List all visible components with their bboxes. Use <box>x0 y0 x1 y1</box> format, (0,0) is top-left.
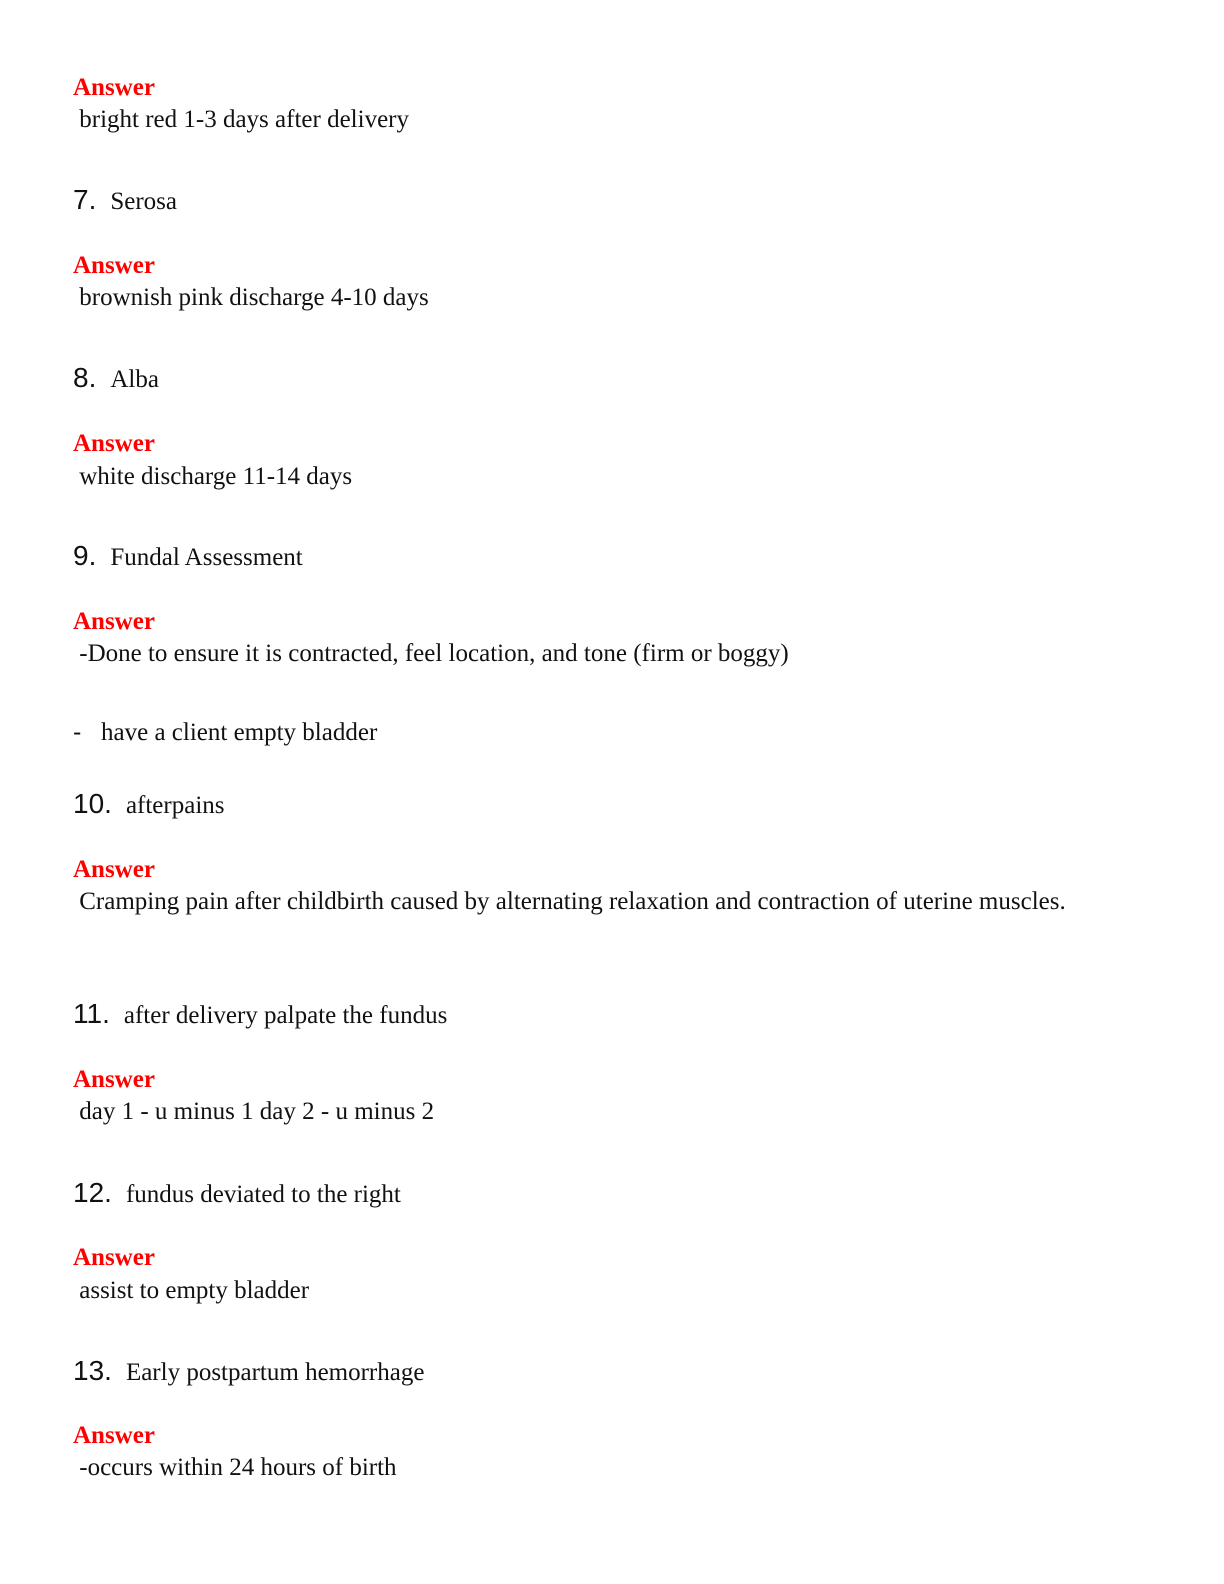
answer-label: Answer <box>73 430 155 457</box>
question-number: 9. <box>73 540 97 571</box>
question-number: 7. <box>73 184 97 215</box>
answer-text: bright red 1-3 days after delivery <box>73 106 409 133</box>
question-number: 12. <box>73 1177 112 1208</box>
answer-label: Answer <box>73 1244 155 1271</box>
question-13 <box>73 1355 424 1387</box>
answer-text: brownish pink discharge 4-10 days <box>73 284 429 311</box>
answer-label: Answer <box>73 608 155 635</box>
answer-label: Answer <box>73 1422 155 1449</box>
answer-label: Answer <box>73 1066 155 1093</box>
question-8 <box>73 362 159 394</box>
answer-text: Cramping pain after childbirth caused by alternating relaxation and contraction of uterine muscles. <box>73 888 1066 915</box>
question-9 <box>73 540 303 572</box>
question-number: 10. <box>73 788 112 819</box>
answer-bullet-item <box>73 718 377 747</box>
answer-label: Answer <box>73 74 155 101</box>
question-text: Alba <box>110 366 159 393</box>
answer-label: Answer <box>73 856 155 883</box>
question-number: 13. <box>73 1355 112 1386</box>
answer-text: -Done to ensure it is contracted, feel location, and tone (firm or boggy) <box>73 640 789 667</box>
question-number: 11. <box>73 998 110 1029</box>
bullet-text: have a client empty bladder <box>101 719 378 746</box>
question-number: 8. <box>73 362 97 393</box>
question-text: Fundal Assessment <box>110 544 303 571</box>
question-7 <box>73 184 177 216</box>
question-11 <box>73 998 447 1030</box>
question-12 <box>73 1177 401 1209</box>
answer-text: -occurs within 24 hours of birth <box>73 1454 397 1481</box>
question-text: Early postpartum hemorrhage <box>125 1359 425 1386</box>
answer-text: white discharge 11-14 days <box>73 463 353 490</box>
question-text: after delivery palpate the fundus <box>123 1002 448 1029</box>
answer-text: day 1 - u minus 1 day 2 - u minus 2 <box>73 1098 435 1125</box>
question-text: fundus deviated to the right <box>125 1181 401 1208</box>
question-text: Serosa <box>110 188 178 215</box>
question-text: afterpains <box>125 792 225 819</box>
dash-bullet: - <box>73 718 82 746</box>
question-10 <box>73 788 225 820</box>
answer-text: assist to empty bladder <box>73 1277 310 1304</box>
answer-label: Answer <box>73 252 155 279</box>
